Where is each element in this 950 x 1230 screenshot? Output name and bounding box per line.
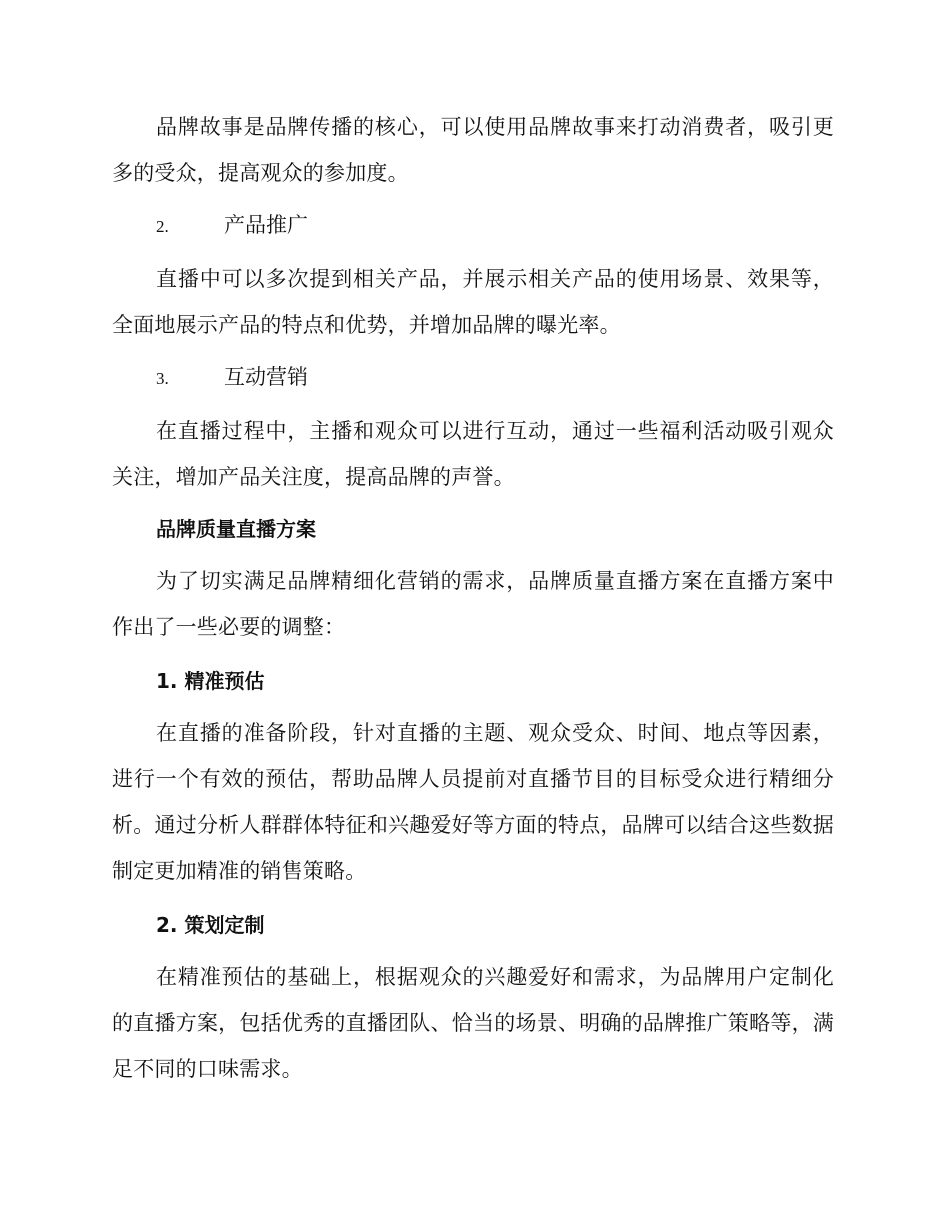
- list-label: 互动营销: [224, 365, 308, 389]
- paragraph-adjustments: 为了切实满足品牌精细化营销的需求，品牌质量直播方案在直播方案中作出了一些必要的调整：: [112, 569, 834, 639]
- document-page: [112, 104, 834, 1092]
- paragraph-interactive-marketing: 在直播过程中，主播和观众可以进行互动，通过一些福利活动吸引观众关注，增加产品关注度，提高品牌的声誉。: [112, 419, 834, 489]
- list-number: 2.: [156, 217, 169, 236]
- subsection-heading-precise-estimate: 1. 精准预估: [156, 669, 265, 693]
- list-item-interactive-marketing: [112, 354, 834, 402]
- list-number: 3.: [156, 369, 169, 388]
- paragraph-product-promotion: 直播中可以多次提到相关产品，并展示相关产品的使用场景、效果等，全面地展示产品的特点和优势，并增加品牌的曝光率。: [112, 267, 834, 337]
- subsection-heading-custom-planning: 2. 策划定制: [156, 913, 265, 937]
- paragraph-precise-estimate: 在直播的准备阶段，针对直播的主题、观众受众、时间、地点等因素，进行一个有效的预估，帮助品牌人员提前对直播节目的目标受众进行精细分析。通过分析人群群体特征和兴趣爱好等方面的特点，品牌可以结合这些数据制定更加精准的销售策略。: [112, 721, 834, 883]
- list-item-product-promotion: [112, 202, 834, 250]
- paragraph-brand-story: 品牌故事是品牌传播的核心，可以使用品牌故事来打动消费者，吸引更多的受众，提高观众的参加度。: [112, 115, 834, 185]
- list-label: 产品推广: [224, 213, 308, 237]
- paragraph-custom-planning: 在精准预估的基础上，根据观众的兴趣爱好和需求，为品牌用户定制化的直播方案，包括优秀的直播团队、恰当的场景、明确的品牌推广策略等，满足不同的口味需求。: [112, 965, 834, 1081]
- section-heading: 品牌质量直播方案: [156, 517, 316, 541]
